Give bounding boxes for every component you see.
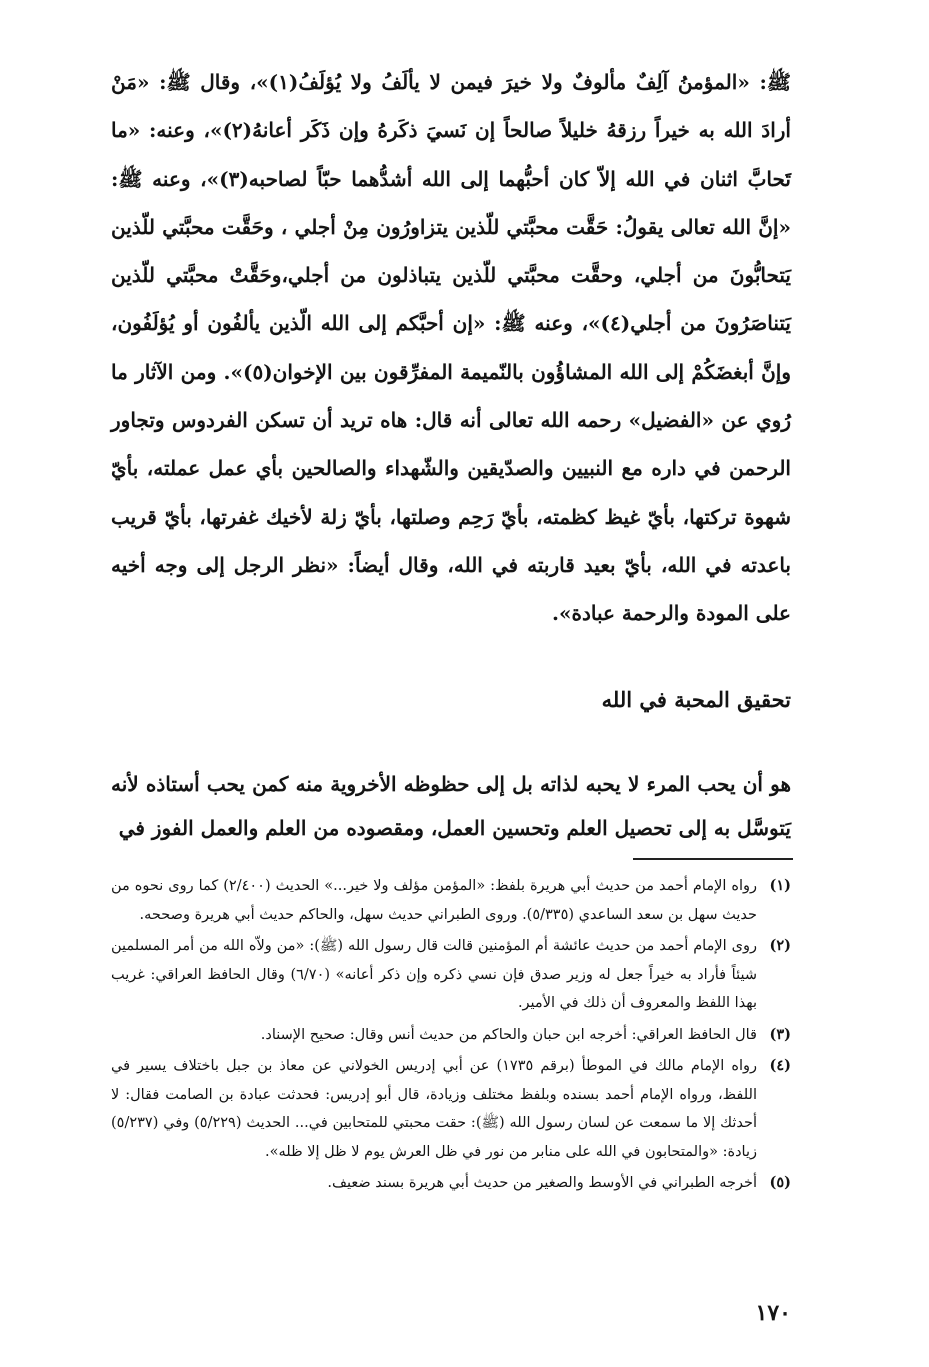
footnote-number: (٤) [769, 1057, 791, 1074]
footnote-2 [111, 932, 791, 1018]
footnote-5 [111, 1169, 791, 1198]
footnote-text: روى الإمام أحمد من حديث عائشة أم المؤمنين قالت قال رسول الله (ﷺ): «من ولاّه الله من أمر المسلمين شيئاً فأراد به خيراً جعل له وزير صدق فإن نسي ذكره وإن ذكر أعانه» (٦/٧٠) وقال الحافظ العراقي: غريب بهذا اللفظ والمعروف أن ذلك في الأمير. [111, 938, 757, 1011]
footnote-4 [111, 1052, 791, 1166]
footnote-separator [633, 858, 793, 860]
footnote-number: (١) [769, 877, 791, 894]
footnote-number: (٢) [769, 937, 791, 954]
page-number: ١٧٠ [755, 1300, 791, 1326]
section-paragraph: هو أن يحب المرء لا يحبه لذاته بل إلى حظوظه الأخروية منه كمن يحب أستاذه لأنه يَتوسَّل به إلى تحصيل العلم وتحسين العمل، ومقصوده من العلم والعمل الفوز في [111, 772, 791, 840]
footnote-number: (٣) [769, 1025, 791, 1043]
footnote-1 [111, 872, 791, 929]
footnote-text: أخرجه الطبراني في الأوسط والصغير من حديث أبي هريرة بسند ضعيف. [327, 1175, 757, 1191]
footnote-text: رواه الإمام مالك في الموطأ (برقم ١٧٣٥) عن أبي إدريس الخولاني عن معاذ بن جبل باختلاف يسير في اللفظ، ورواه الإمام أحمد بسنده وبلفظ مختلف وزيادة، قال أبو إدريس: فحدثت عبادة بن الصامت فقال: لا أحدثك إلا ما سمعت عن لسان رسول الله (ﷺ): حقت محبتي للمتحابين في... الحديث (٥/٢٢٩) وفي (٥/٢٣٧) زيادة: «والمتحابون في الله على منابر من نور في ظل العرش يوم لا ظل إلا ظله». [111, 1058, 757, 1160]
footnote-text: رواه الإمام أحمد من حديث أبي هريرة بلفظ: «المؤمن مؤلف ولا خير...» الحديث (٢/٤٠٠) كما روى نحوه من حديث سهل بن سعد الساعدي (٥/٣٣٥). وروى الطبراني حديث سهل، والحاكم حديث أبي هريرة وصححه. [111, 878, 757, 923]
section-heading: تحقيق المحبة في الله [601, 687, 791, 712]
main-paragraph: ﷺ: «المؤمنُ آلِفٌ مألوفٌ ولا خيرَ فيمن لا يألَفُ ولا يُؤلَفُ(١)»، وقال ﷺ: «مَنْ أرادَ الله به خيراً رزقهُ خليلاً صالحاً إن نَسيَ ذكَرهُ وإن ذَكَر أعانهُ(٢)»، وعنه: «ما تَحابَّ اثنان في الله إلاّ كان أحبُّهما إلى الله أشدُّهما حبّاً لصاحبه(٣)»، وعنه ﷺ: «إنَّ الله تعالى يقولُ: حَقَّت محبَّتي للّذين يتزاورُون مِنْ أجلي ، وحَقَّت محبَّتي للّذين يَتحابُّونَ من أجلي، وحقَّت محبَّتي للّذين يتباذلون من أجلي،وحَقَّتْ محبَّتي للّذين يَتناصَرُونَ من أجلي(٤)»، وعنه ﷺ: «إن أحبَّكم إلى الله الّذين يألفُون أو يُؤلَفُون، وإنَّ أبغضَكُمْ إلى الله المشاؤُون بالنّميمة المفرِّقون بين الإخوان(٥)». ومن الآثار ما رُوي عن «الفضيل» رحمه الله تعالى أنه قال: هاه تريد أن تسكن الفردوس وتجاور الرحمن في داره مع النبيين والصدّيقين والشّهداء والصالحين بأي عمل عملته، بأيّ شهوة تركتها، بأيّ غيظ كظمته، بأيّ رَحِم وصلتها، بأيّ زلة لأخيك غفرتها، بأيّ قريب باعدته في الله، بأيّ بعيد قاربته في الله، وقال أيضاً: «نظر الرجل إلى وجه أخيه على المودة والرحمة عبادة». [111, 70, 792, 626]
footnote-number: (٥) [769, 1174, 791, 1191]
footnotes-list [111, 872, 791, 1201]
footnote-3 [111, 1021, 791, 1050]
footnote-text: قال الحافظ العراقي: أخرجه ابن حبان والحاكم من حديث أنس وقال: صحيح الإسناد. [260, 1026, 757, 1043]
